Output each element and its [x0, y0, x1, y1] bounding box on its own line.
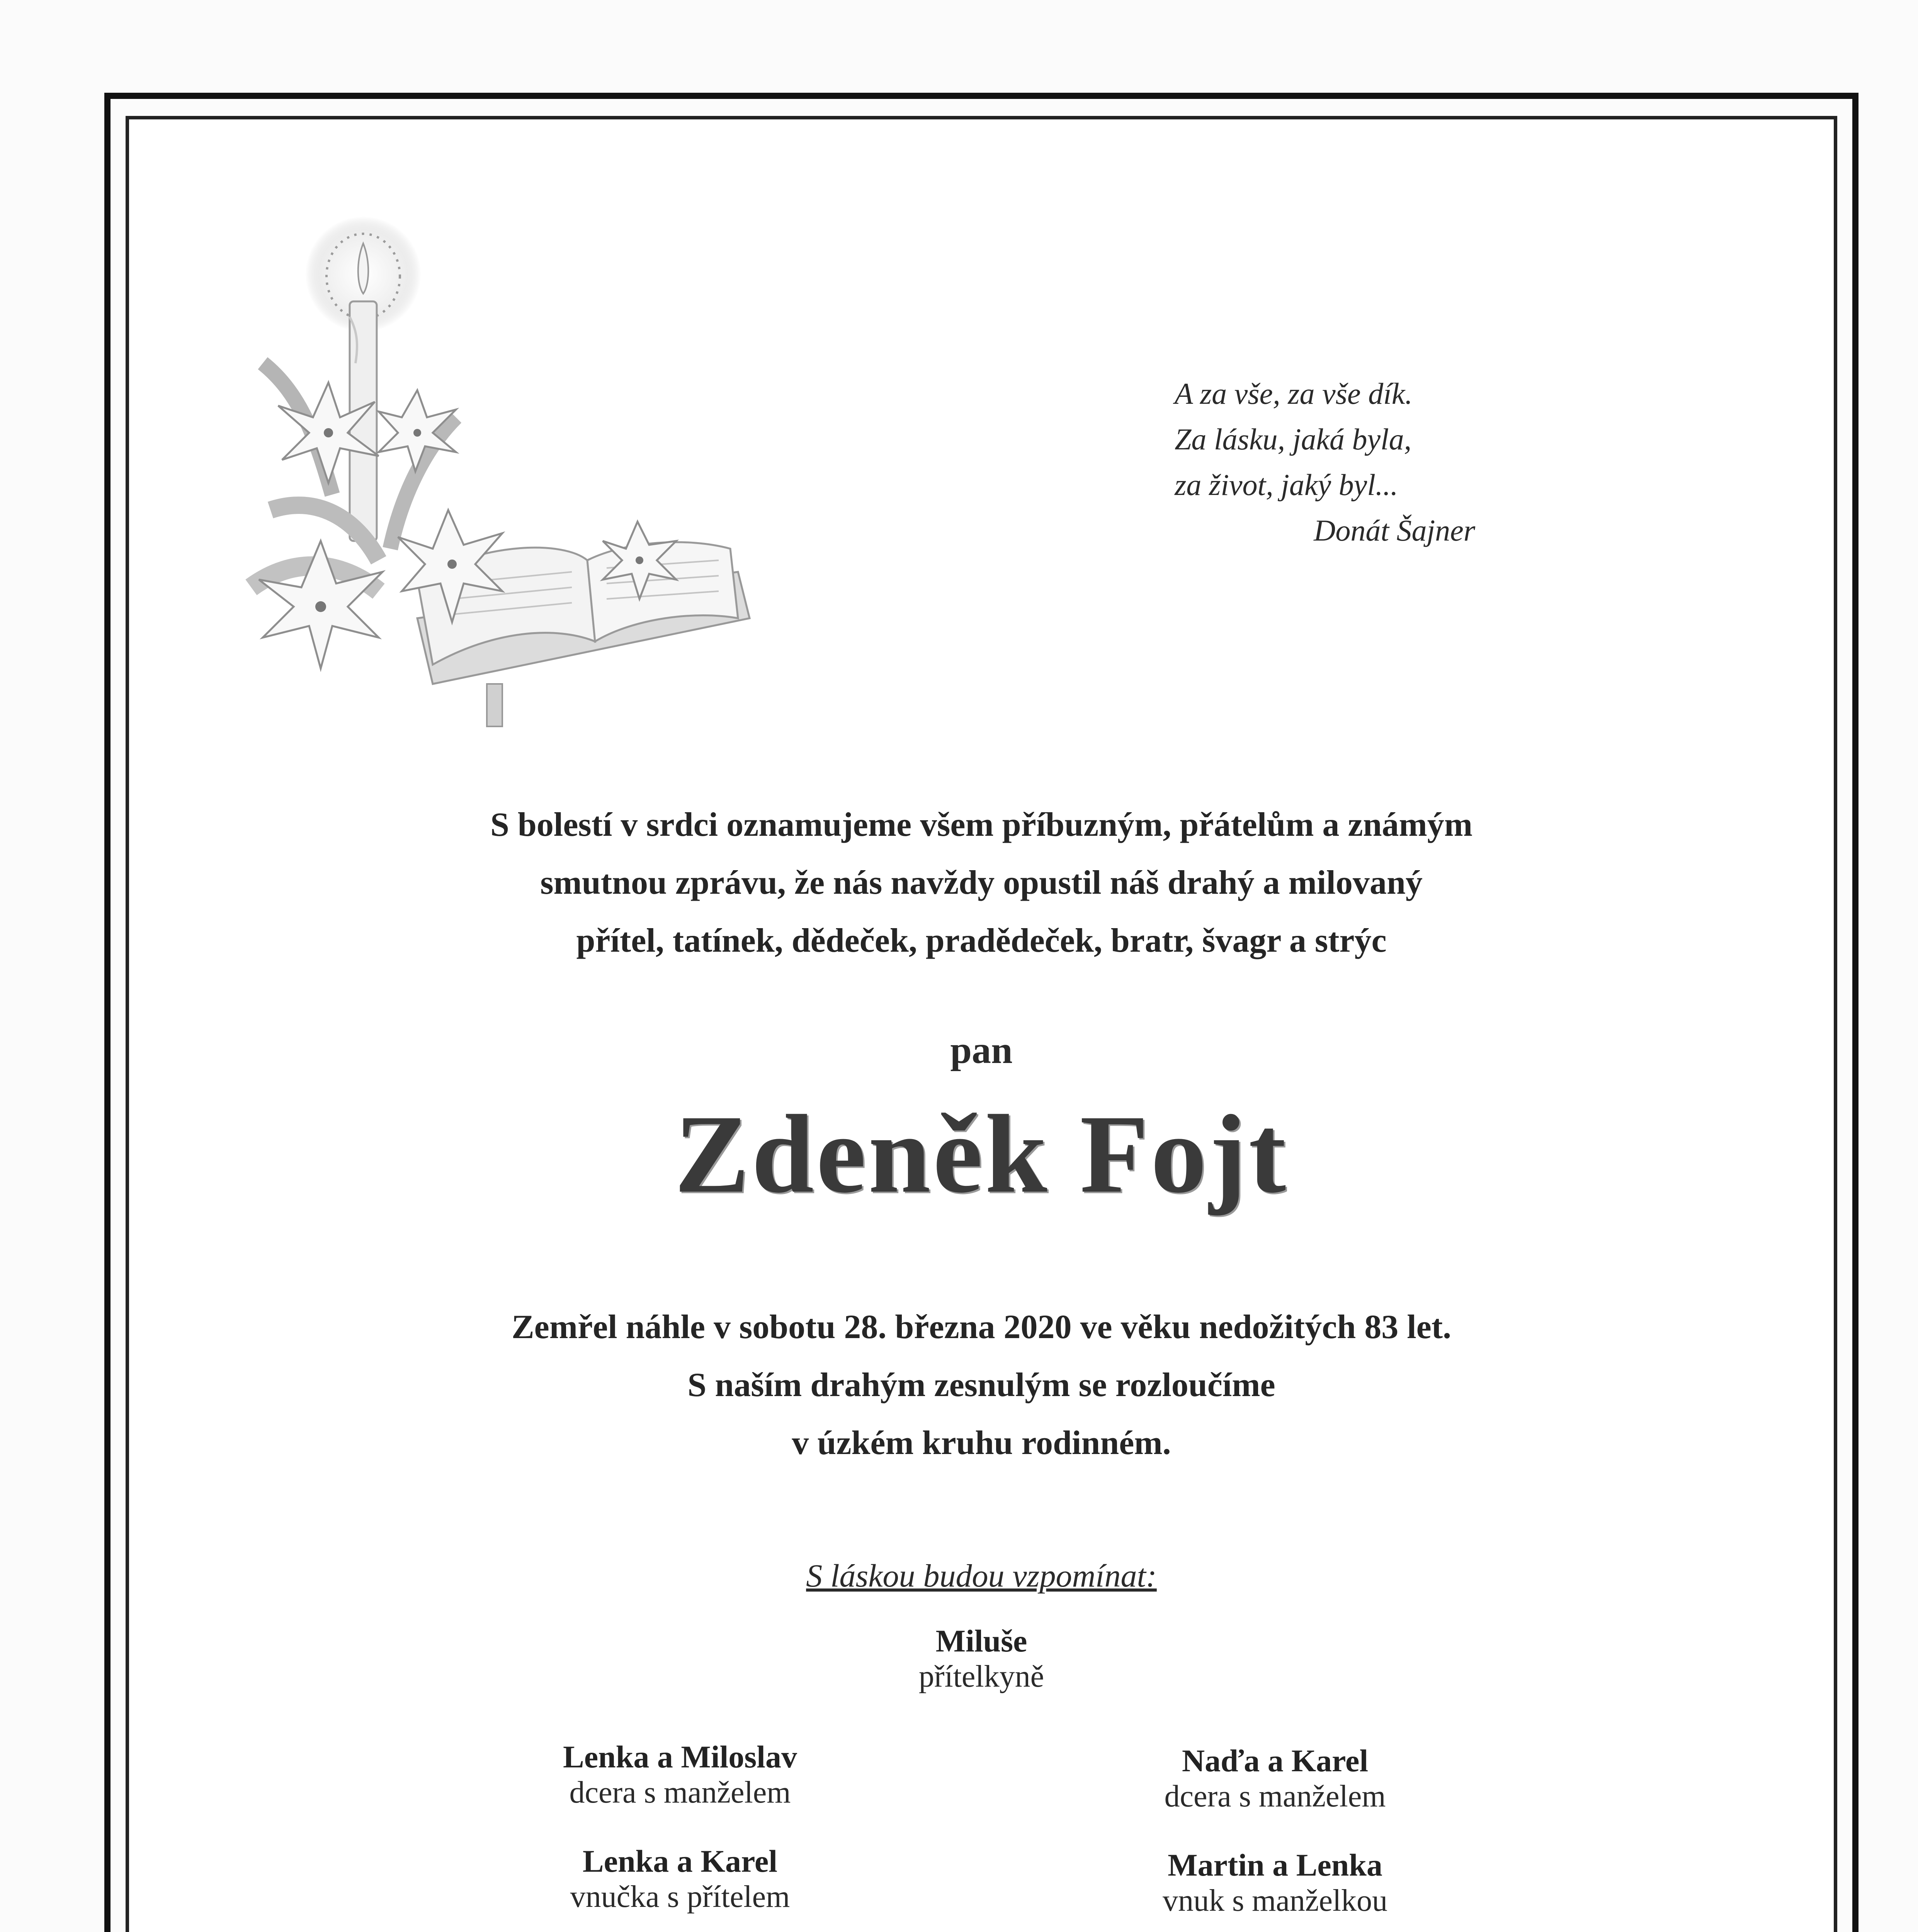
mourner-relation: dcera s manželem [569, 1776, 791, 1810]
announcement-line: smutnou zprávu, že nás navždy opustil náš drahý a milovaný [540, 864, 1423, 901]
candle-book-lilies-icon [216, 201, 757, 750]
mourner-name: Lenka a Miloslav [563, 1739, 797, 1774]
deceased-name: Zdeněk Fojt [674, 1092, 1289, 1216]
quote-line: Za lásku, jaká byla, [1175, 422, 1412, 456]
death-notice-line: Zemřel náhle v sobotu 28. března 2020 ve věku nedožitých 83 let. [511, 1308, 1452, 1346]
mourner-entry [1043, 1847, 1507, 1918]
mourner-relation: přítelkyně [918, 1660, 1044, 1694]
announcement-line: S bolestí v srdci oznamujeme všem příbuzným, přátelům a známým [490, 806, 1473, 844]
announcement-text [126, 796, 1837, 970]
mourner-name: Lenka a Karel [582, 1844, 778, 1879]
quote-line: za život, jaký byl... [1175, 468, 1398, 502]
deceased-title: pan [950, 1029, 1013, 1071]
mourners-heading: S láskou budou vzpomínat: [806, 1558, 1157, 1594]
memorial-quote [1175, 371, 1600, 553]
mourner-name: Martin a Lenka [1168, 1847, 1382, 1883]
mourner-relation: dcera s manželem [1164, 1779, 1386, 1813]
death-notice-line: v úzkém kruhu rodinném. [792, 1424, 1171, 1462]
mourner-name: Naďa a Karel [1182, 1743, 1369, 1778]
announcement-line: přítel, tatínek, dědeček, pradědeček, bratr, švagr a strýc [576, 922, 1387, 959]
mourner-entry [448, 1739, 912, 1810]
mourner-partner [126, 1623, 1837, 1694]
mourner-entry [448, 1843, 912, 1914]
mourner-entry [1043, 1743, 1507, 1814]
death-notice [126, 1298, 1837, 1472]
death-notice-line: S naším drahým zesnulým se rozloučíme [687, 1366, 1275, 1404]
quote-author: Donát Šajner [1314, 514, 1476, 547]
mourner-relation: vnuk s manželkou [1162, 1884, 1388, 1918]
quote-line: A za vše, za vše dík. [1175, 377, 1413, 410]
mourner-relation: vnučka s přítelem [570, 1880, 790, 1914]
mourner-name: Miluše [935, 1623, 1027, 1658]
